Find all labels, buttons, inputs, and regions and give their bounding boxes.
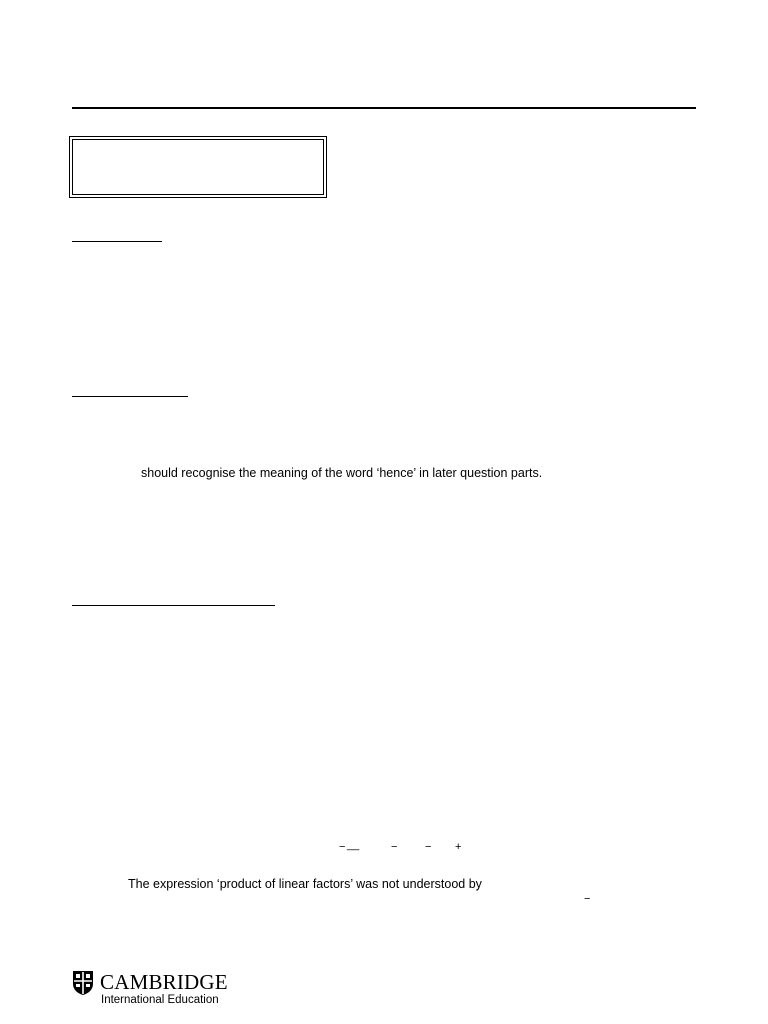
math-fraction-bar: __	[347, 839, 360, 851]
shield-icon	[72, 970, 94, 996]
linear-factors-note-text: The expression ‘product of linear factors’ was not understood by	[128, 877, 482, 891]
math-minus-3: −	[425, 841, 432, 853]
header-rule	[72, 107, 696, 109]
math-minus-lone: −	[584, 893, 591, 905]
math-minus-2: −	[391, 841, 398, 853]
section-underline-2	[72, 396, 188, 397]
logo-wordmark: CAMBRIDGE	[100, 970, 228, 994]
section-underline-1	[72, 241, 162, 242]
hence-note-text: should recognise the meaning of the word ‘hence’ in later question parts.	[141, 466, 543, 480]
section-underline-3	[72, 605, 275, 606]
title-box	[72, 139, 324, 195]
cambridge-logo	[72, 970, 232, 1010]
logo-subtitle: International Education	[101, 994, 219, 1006]
math-minus-fraction: −	[339, 841, 346, 853]
math-plus: +	[455, 841, 462, 853]
